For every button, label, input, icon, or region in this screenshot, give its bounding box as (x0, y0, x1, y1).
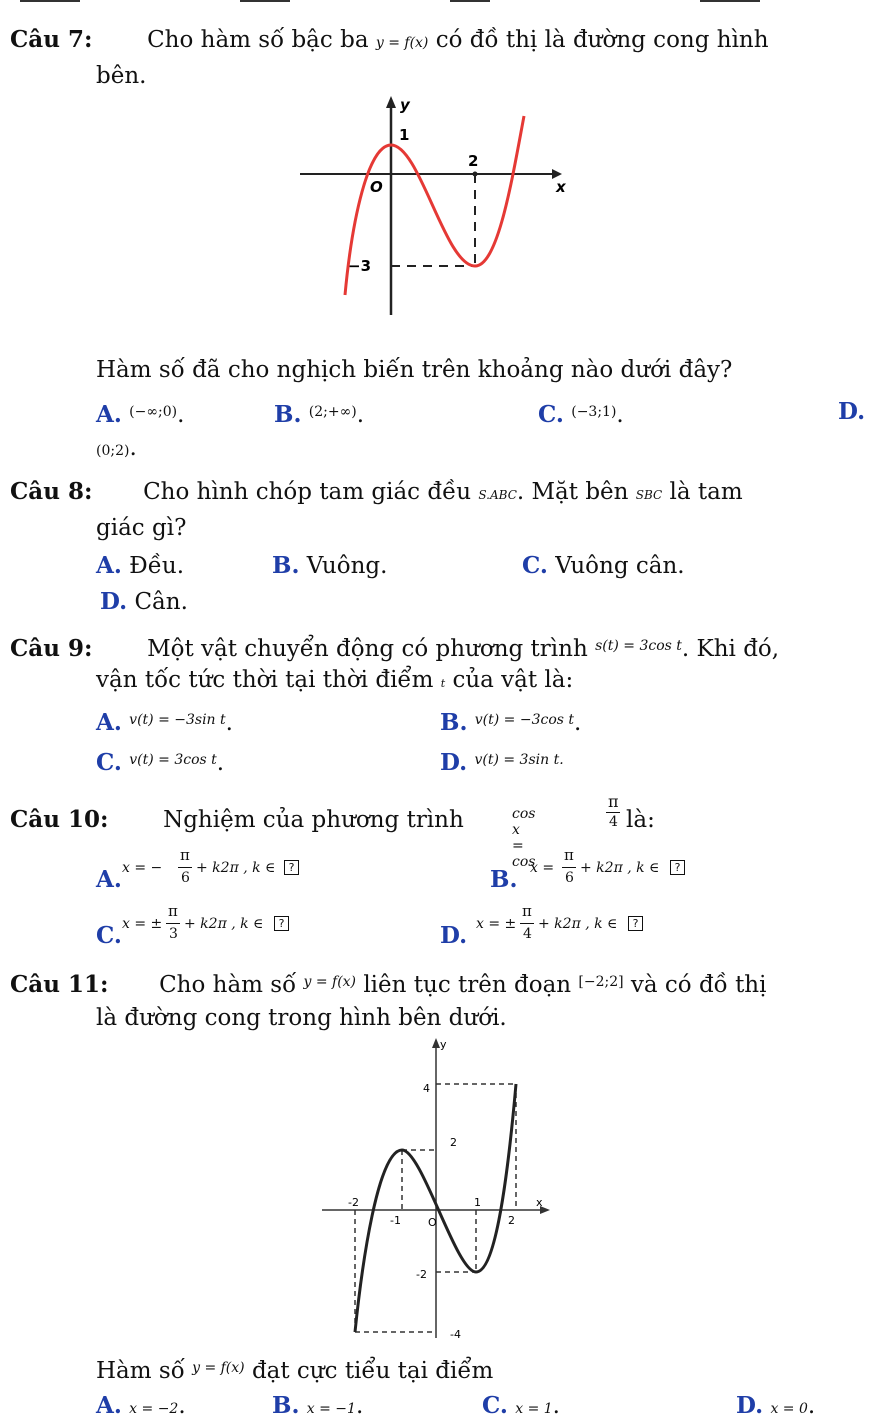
q10-d-post: + k2π , k ∈ (538, 916, 618, 932)
q10-option-b[interactable] (490, 846, 750, 896)
q9-number: Câu 9: (10, 635, 93, 662)
q8-a-text: Đều. (129, 553, 185, 579)
q7-option-c[interactable]: C. $^{(-3;1)}$. (538, 401, 624, 428)
q7-graph-y: y (400, 96, 410, 114)
q11-graph-x: x (536, 1196, 543, 1209)
q7-question: Hàm số đã cho nghịch biến trên khoảng nào dưới đây? (96, 357, 733, 383)
q8-number: Câu 8: (10, 478, 93, 505)
q10-c-pre: x = ± (122, 916, 163, 932)
q11-graph-x1: 1 (474, 1196, 481, 1209)
q10-b-six: 6 (565, 870, 574, 886)
q7-graph-label-1: 1 (399, 126, 410, 144)
q8-option-b[interactable] (272, 552, 387, 580)
q10-d-bar (520, 923, 534, 924)
q7-b-text: (2;+∞) (308, 404, 357, 420)
q11-func: y = f(x) (303, 974, 357, 990)
q10-number: Câu 10: (10, 806, 109, 833)
q10-b-pre: x = (530, 860, 555, 876)
q10-eq-left: cos x = cos (512, 806, 536, 870)
q11-stem (10, 968, 766, 999)
q10-option-c[interactable] (96, 902, 356, 952)
q7-d-label: D. (838, 398, 866, 425)
q11-option-d[interactable]: D. x = 0. (736, 1392, 816, 1419)
q10-b-box: ? (670, 860, 685, 875)
q7-stem (10, 26, 769, 57)
q11-graph-y: y (440, 1038, 447, 1051)
q9-line2-pre: vận tốc tức thời tại thời điểm (96, 667, 434, 693)
q9-option-a[interactable]: A. $^{v(t) = -3sin t}$. (96, 709, 233, 736)
q11-b-text: x = −1 (306, 1401, 356, 1417)
q9-option-b[interactable]: B. $^{v(t) = -3cos t}$. (440, 709, 582, 736)
q9-option-c[interactable]: C. $^{v(t) = 3cos t}$. (96, 749, 225, 776)
q9-stem (10, 632, 779, 663)
q7-stem-post: có đồ thị là đường cong hình (435, 27, 769, 53)
q10-a-post: + k2π , k ∈ (196, 860, 276, 876)
q11-graph-lm2: -2 (416, 1268, 427, 1281)
q7-a-label: A. (96, 401, 122, 428)
q11-stem-mid: liên tục trên đoạn (363, 972, 572, 998)
q9-stem-line2 (96, 666, 573, 698)
q8-s2: SBC (635, 488, 663, 502)
q11-graph-xm1: -1 (390, 1214, 401, 1227)
q9-c-text: v(t) = 3cos t (129, 752, 217, 768)
q7-graph-x: x (556, 178, 566, 196)
q8-option-a[interactable] (96, 552, 184, 580)
q9-t: t (440, 677, 446, 690)
q8-option-d[interactable] (100, 588, 188, 616)
q10-eq-pi: π (608, 792, 619, 811)
q11-option-a[interactable]: A. x = −2. (96, 1392, 186, 1419)
q7-c-text: (−3;1) (571, 404, 617, 420)
q11-b-label: B. (272, 1392, 300, 1419)
q10-stem-post: là: (626, 807, 655, 833)
q9-stem-post: . Khi đó, (681, 636, 780, 662)
q11-a-text: x = −2 (129, 1401, 179, 1417)
q10-option-a[interactable] (96, 846, 356, 896)
q11-graph-l2: 2 (450, 1136, 457, 1149)
q10-eq-bar (606, 812, 620, 813)
q9-line2-post: của vật là: (452, 667, 574, 693)
q8-option-c[interactable] (522, 552, 685, 580)
q8-stem-post: là tam (669, 479, 743, 505)
q7-stem-pre: Cho hàm số bậc ba (147, 27, 369, 53)
q8-stem-mid: . Mặt bên (516, 479, 629, 505)
q11-d-text: x = 0 (770, 1401, 808, 1417)
q7-stem-line2: bên. (96, 63, 147, 89)
q10-d-pre: x = ± (476, 916, 517, 932)
q11-graph (318, 1034, 558, 1352)
q10-a-pre: x = − (122, 860, 163, 876)
q10-b-bar (562, 867, 576, 868)
q11-question-func: y = f(x) (192, 1360, 245, 1376)
q9-option-d[interactable] (440, 746, 564, 777)
q8-stem-line2: giác gì? (96, 515, 187, 541)
q11-stem-pre: Cho hàm số (159, 972, 297, 998)
q9-b-text: v(t) = −3cos t (474, 712, 575, 728)
q10-eq-four: 4 (609, 814, 618, 830)
q10-a-six: 6 (181, 870, 190, 886)
q9-b-label: B. (440, 709, 468, 736)
q11-graph-x2: 2 (508, 1214, 515, 1227)
q8-c-label: C. (522, 552, 548, 579)
q11-c-label: C. (482, 1392, 508, 1419)
q10-d-label: D. (440, 922, 468, 949)
q11-option-b[interactable]: B. x = −1. (272, 1392, 364, 1419)
q7-graph-origin: O (370, 178, 383, 196)
q9-a-text: v(t) = −3sin t (129, 712, 226, 728)
q7-d-text: (0;2) (96, 443, 130, 459)
q10-b-post: + k2π , k ∈ (580, 860, 660, 876)
q7-func: y = f(x) (375, 35, 429, 51)
q11-question-post: đạt cực tiểu tại điểm (251, 1358, 494, 1384)
q11-graph-xm2: -2 (348, 1196, 359, 1209)
q7-option-b[interactable]: B. $^{(2;+\infty)}$. (274, 401, 365, 428)
q11-interval: [−2;2] (578, 974, 624, 990)
q11-d-label: D. (736, 1392, 764, 1419)
q10-c-three: 3 (169, 926, 178, 942)
q7-b-label: B. (274, 401, 302, 428)
q8-stem-pre: Cho hình chóp tam giác đều (143, 479, 472, 505)
q11-stem-line2: là đường cong trong hình bên dưới. (96, 1005, 507, 1031)
q8-stem (10, 478, 743, 509)
q9-d-text: v(t) = 3sin t. (474, 752, 564, 768)
q10-c-box: ? (274, 916, 289, 931)
q11-a-label: A. (96, 1392, 122, 1419)
q8-b-label: B. (272, 552, 300, 579)
q8-a-label: A. (96, 552, 122, 579)
q10-b-label: B. (490, 866, 518, 893)
q10-c-post: + k2π , k ∈ (184, 916, 264, 932)
q10-a-bar (178, 867, 192, 868)
q11-graph-origin: O (428, 1216, 437, 1229)
q7-graph-label-2: 2 (468, 152, 479, 170)
q10-c-label: C. (96, 922, 122, 949)
q7-option-d[interactable] (838, 398, 865, 426)
q7-a-text: (−∞;0) (129, 404, 178, 420)
q9-stem-pre: Một vật chuyển động có phương trình (147, 636, 588, 662)
q10-d-box: ? (628, 916, 643, 931)
q7-graph (300, 90, 570, 320)
q7-number: Câu 7: (10, 26, 93, 53)
q11-option-c[interactable]: C. x = 1. (482, 1392, 560, 1419)
q11-question (96, 1354, 493, 1385)
q9-eq: s(t) = 3cos t (595, 638, 682, 654)
q10-stem (10, 806, 464, 834)
q7-graph-label-m3: −3 (348, 257, 372, 275)
q10-a-label: A. (96, 866, 122, 893)
q11-graph-l4: 4 (423, 1082, 430, 1095)
q10-c-bar (166, 923, 180, 924)
q9-d-label: D. (440, 749, 468, 776)
q7-option-d-value[interactable]: (0;2). (96, 435, 137, 461)
q11-question-pre: Hàm số (96, 1358, 185, 1384)
q8-d-text: Cân. (134, 589, 188, 615)
q10-c-pi: π (168, 902, 178, 920)
top-cut-fragment (0, 0, 874, 4)
q11-number: Câu 11: (10, 971, 109, 998)
q8-c-text: Vuông cân. (555, 553, 685, 579)
q7-c-label: C. (538, 401, 564, 428)
q10-d-four: 4 (523, 926, 532, 942)
q11-stem-post: và có đồ thị (630, 972, 767, 998)
q11-graph-lm4: -4 (450, 1328, 461, 1341)
q10-b-pi: π (564, 846, 574, 864)
q11-c-text: x = 1 (515, 1401, 553, 1417)
q10-option-d[interactable] (440, 902, 700, 952)
q10-d-pi: π (522, 902, 532, 920)
q10-a-box: ? (284, 860, 299, 875)
q8-s1: S.ABC (478, 488, 517, 502)
q7-option-a[interactable]: A. $^{(-\infty;0)}$. (96, 401, 185, 428)
q9-c-label: C. (96, 749, 122, 776)
q8-b-text: Vuông. (306, 553, 388, 579)
q8-d-label: D. (100, 588, 128, 615)
q10-a-pi: π (180, 846, 190, 864)
q9-a-label: A. (96, 709, 122, 736)
q10-stem-pre: Nghiệm của phương trình (163, 807, 464, 833)
